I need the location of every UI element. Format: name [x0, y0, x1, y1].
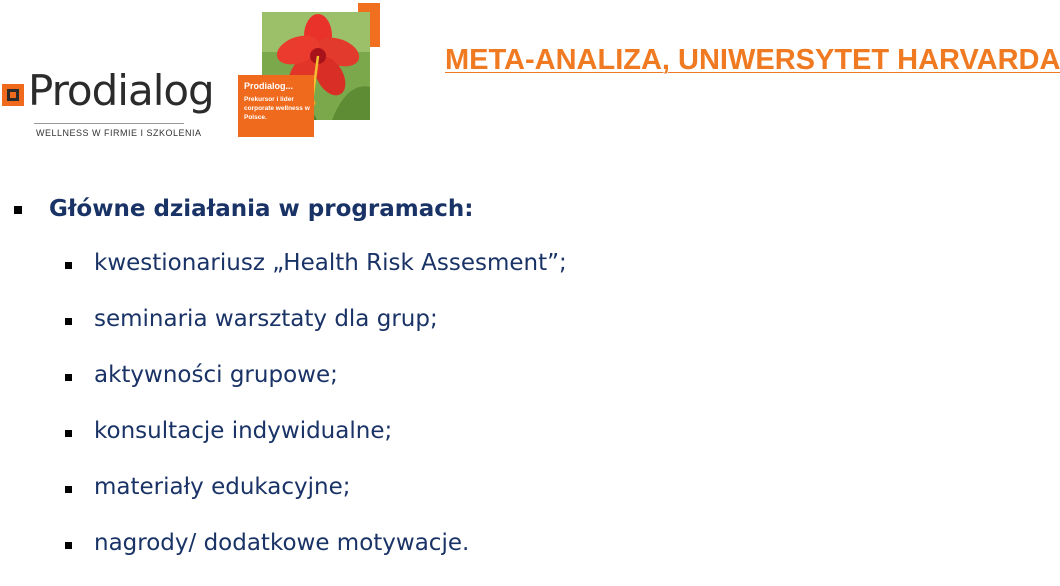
list-item-text: konsultacje indywidualne; [94, 418, 393, 444]
list-item-text: aktywności grupowe; [94, 362, 338, 388]
square-bullet-icon [65, 318, 72, 325]
slide-heading: META-ANALIZA, UNIWERSYTET HARVARDA [445, 44, 1060, 76]
prodialog-promo-box [238, 75, 314, 137]
list-item-text: kwestionariusz „Health Risk Assesment”; [94, 250, 567, 276]
square-bullet-icon [65, 374, 72, 381]
square-bullet-icon [65, 262, 72, 269]
list-item-text: seminaria warsztaty dla grup; [94, 306, 438, 332]
logo-tagline: WELLNESS W FIRMIE I SZKOLENIA [36, 128, 202, 138]
logo-divider [34, 123, 184, 124]
square-bullet-icon [65, 542, 72, 549]
square-bullet-icon [65, 486, 72, 493]
logo-wordmark: Prodialog [28, 66, 214, 115]
promo-box-title: Prodialog... [244, 81, 294, 91]
list-item-text: materiały edukacyjne; [94, 474, 351, 500]
main-bullet-text: Główne działania w programach: [49, 196, 474, 222]
prodialog-logo [0, 50, 214, 150]
square-bullet-icon [14, 206, 22, 214]
logo-square-icon [2, 84, 24, 106]
square-bullet-icon [65, 430, 72, 437]
main-bullet-point [14, 196, 473, 222]
promo-box-subtitle: Prekursor i lider corporate wellness w Polsce. [244, 96, 310, 121]
list-item-text: nagrody/ dodatkowe motywacje. [94, 530, 470, 556]
